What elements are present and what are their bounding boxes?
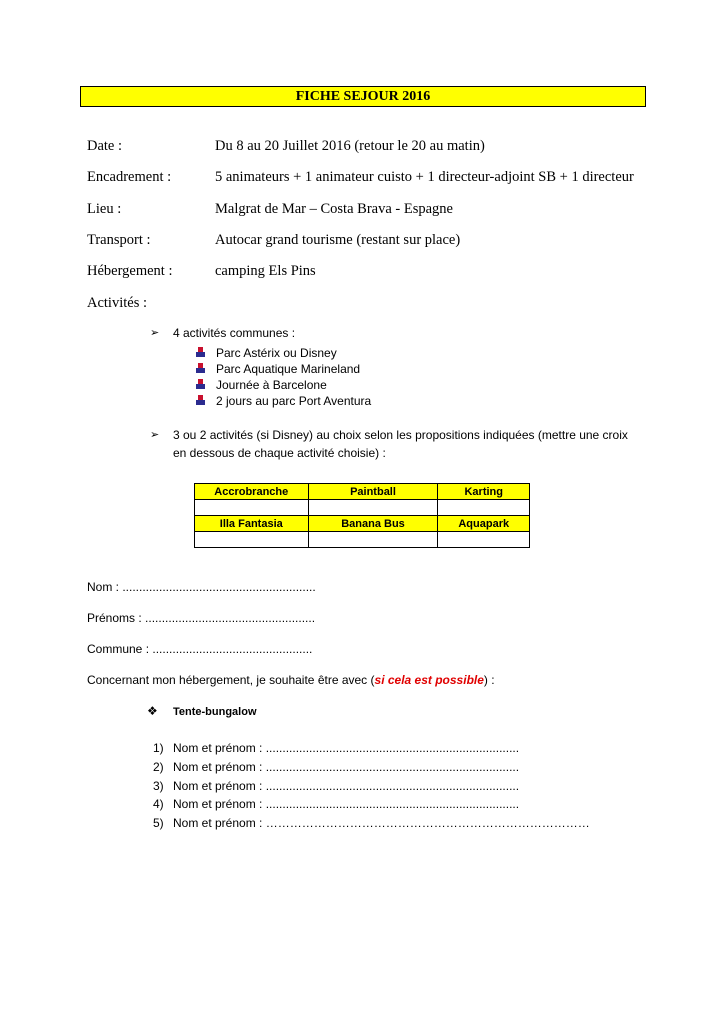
choice-cell[interactable] [308,500,438,516]
info-label: Encadrement : [87,169,172,185]
list-item: Parc Astérix ou Disney [216,346,337,360]
list-item: 2) [153,760,164,774]
info-label: Lieu : [87,201,122,217]
table-header-cell: Banana Bus [308,516,438,532]
table-header-cell: Karting [438,484,530,500]
info-label: Transport : [87,232,151,248]
arrow-bullet-icon: ➢ [150,429,160,441]
tent-name-field[interactable]: Nom et prénom : ……………………………………………………………………… [173,816,590,830]
common-activities-intro: 4 activités communes : [173,326,296,340]
activity-choice-table [194,483,530,548]
list-item: 2 jours au parc Port Aventura [216,394,372,408]
info-value: Malgrat de Mar – Costa Brava - Espagne [215,201,453,217]
diamond-star-bullet-icon: ❖ [147,704,158,718]
arrow-bullet-icon: ➢ [150,327,160,339]
info-label: Hébergement : [87,263,173,279]
tent-bungalow-label: Tente-bungalow [173,706,257,718]
info-label: Date : [87,138,123,154]
tent-name-field[interactable]: Nom et prénom : ............................................................................ [173,760,520,774]
table-header-cell: Illa Fantasia [195,516,309,532]
choice-cell[interactable] [195,500,309,516]
commune-field[interactable]: Commune : ................................................ [87,642,313,656]
page-title: FICHE SEJOUR 2016 [80,86,646,107]
tent-name-field[interactable]: Nom et prénom : ............................................................................ [173,797,520,811]
table-header-cell: Accrobranche [195,484,309,500]
list-item: Journée à Barcelone [216,378,327,392]
table-row [195,532,530,548]
bullet-icon [196,347,205,358]
tent-name-field[interactable]: Nom et prénom : ............................................................................ [173,779,520,793]
choice-cell[interactable] [438,500,530,516]
prenoms-field[interactable]: Prénoms : ................................................... [87,611,316,625]
table-row [195,500,530,516]
list-item: 3) [153,779,164,793]
list-item: 4) [153,797,164,811]
list-item: 5) [153,816,164,830]
choice-activities-line1: 3 ou 2 activités (si Disney) au choix selon les propositions indiquées (mettre une croix [173,428,628,442]
choice-activities-line2: en dessous de chaque activité choisie) : [173,446,386,460]
bullet-icon [196,379,205,390]
info-label: Activités : [87,295,148,311]
table-header-cell: Aquapark [438,516,530,532]
info-value: Du 8 au 20 Juillet 2016 (retour le 20 au matin) [215,138,485,154]
nom-field[interactable]: Nom : .......................................................... [87,580,316,594]
list-item: Parc Aquatique Marineland [216,362,361,376]
info-value: camping Els Pins [215,263,316,279]
tent-name-field[interactable]: Nom et prénom : ............................................................................ [173,741,520,755]
choice-cell[interactable] [195,532,309,548]
bullet-icon [196,395,205,406]
table-row [195,484,530,500]
table-row [195,516,530,532]
table-header-cell: Paintball [308,484,438,500]
bullet-icon [196,363,205,374]
choice-cell[interactable] [308,532,438,548]
list-item: 1) [153,741,164,755]
info-value: Autocar grand tourisme (restant sur place) [215,232,461,248]
hebergement-question: Concernant mon hébergement, je souhaite être avec (si cela est possible) : [87,673,495,687]
choice-cell[interactable] [438,532,530,548]
info-value: 5 animateurs + 1 animateur cuisto + 1 directeur-adjoint SB + 1 directeur [215,169,634,185]
